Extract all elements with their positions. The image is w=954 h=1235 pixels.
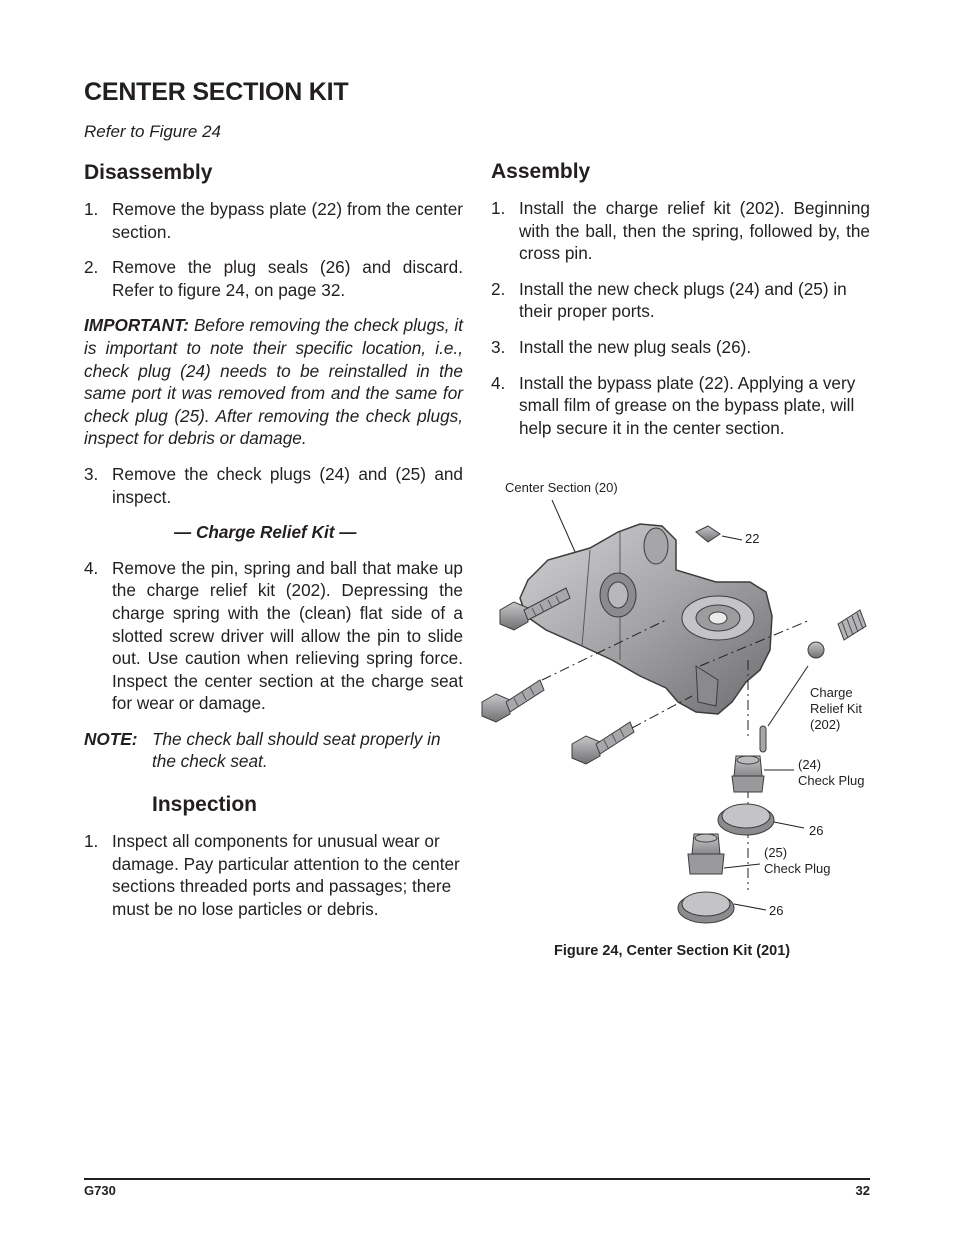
center-section-body xyxy=(520,524,772,714)
charge-relief-ball xyxy=(808,642,824,658)
plug-seal-26-upper xyxy=(718,804,804,835)
step-number: 1. xyxy=(84,199,99,219)
inspection-heading: Inspection xyxy=(152,793,258,816)
footer-divider xyxy=(84,1178,870,1180)
label-check-plug-25 xyxy=(764,845,830,877)
note-text: The check ball should seat properly in the check seat. xyxy=(152,728,441,772)
charge-relief-leader xyxy=(768,666,808,726)
step-number: 4. xyxy=(491,372,506,393)
assembly-heading: Assembly xyxy=(491,160,591,183)
plug-seal-26-lower xyxy=(678,892,766,923)
step-text: Install the charge relief kit (202). Beginning with the ball, then the spring, followed by, the cross pin. xyxy=(519,198,870,264)
bolt-lower xyxy=(572,722,634,764)
important-notice xyxy=(84,314,463,450)
disassembly-step-1 xyxy=(84,198,463,243)
assembly-step-3 xyxy=(491,336,870,359)
step-number: 2. xyxy=(84,257,99,278)
label-seal-26-lower: 26 xyxy=(769,903,784,918)
label-center-section: Center Section (20) xyxy=(505,480,618,495)
step-text: Install the bypass plate (22). Applying a very small film of grease on the bypass plate, will help secure it in the center section. xyxy=(519,372,856,438)
figure-caption: Figure 24, Center Section Kit (201) xyxy=(554,943,791,959)
assembly-step-4 xyxy=(491,372,870,440)
charge-relief-spring xyxy=(838,610,866,640)
disassembly-step-2 xyxy=(84,256,463,301)
step-number: 1. xyxy=(491,198,506,218)
footer-page-number: 32 xyxy=(855,1183,870,1198)
charge-relief-subheading: — Charge Relief Kit — xyxy=(174,522,357,543)
disassembly-heading: Disassembly xyxy=(84,161,213,184)
step-text: Remove the plug seals (26) and discard. Refer to figure 24, on page 32. xyxy=(112,257,463,300)
step-text: Install the new plug seals (26). xyxy=(519,336,752,357)
step-number: 3. xyxy=(84,463,99,484)
label-charge-relief xyxy=(810,685,862,733)
check-plug-24 xyxy=(732,756,794,792)
label-seal-26-upper: 26 xyxy=(809,823,824,838)
assembly-step-2 xyxy=(491,278,870,323)
disassembly-step-4 xyxy=(84,557,463,715)
step-text: Remove the pin, spring and ball that make up the charge relief kit (202). Depressing the charge spring with the (clean) flat side of a slotted screw driver will allow the pin to slide out. Use caution when relieving spring force. Inspect the center section at the charge seat for wear or damage. xyxy=(112,557,463,714)
label-bypass-plate: 22 xyxy=(745,531,760,546)
step-text: Remove the check plugs (24) and (25) and inspect. xyxy=(112,463,463,507)
important-label: IMPORTANT: xyxy=(84,315,190,336)
step-number: 4. xyxy=(84,557,99,578)
check-plug-25 xyxy=(688,834,760,874)
figure-reference: Refer to Figure 24 xyxy=(84,122,222,141)
bolt-middle xyxy=(482,680,544,722)
label-line: Relief Kit xyxy=(810,701,863,716)
step-text: Remove the bypass plate (22) from the center section. xyxy=(112,199,463,242)
label-line: Charge xyxy=(810,685,853,700)
inspection-step-1 xyxy=(84,830,463,920)
bypass-plate-22 xyxy=(696,526,742,542)
important-text: Before removing the check plugs, it is important to note their specific location, i.e., check plug (24) needs to be reinstalled in the same port it was removed from and the same for check plug (25). After removing the check plugs, inspect for debris or damage. xyxy=(84,315,463,449)
page-title: CENTER SECTION KIT xyxy=(84,78,349,106)
disassembly-step-3 xyxy=(84,463,463,508)
footer-document-code: G730 xyxy=(84,1183,116,1198)
label-line: (24) xyxy=(798,757,822,772)
label-line: Check Plug xyxy=(764,861,831,876)
label-check-plug-24 xyxy=(798,757,864,789)
assembly-step-1 xyxy=(491,197,870,265)
step-number: 1. xyxy=(84,831,99,851)
step-number: 3. xyxy=(491,336,506,357)
label-line: (202) xyxy=(810,717,841,732)
label-line: (25) xyxy=(764,845,788,860)
note-label: NOTE: xyxy=(84,728,138,749)
step-number: 2. xyxy=(491,278,506,299)
step-text: Inspect all components for unusual wear or damage. Pay particular attention to the center sections threaded ports and passages; there must be no lose particles or debris. xyxy=(112,831,460,919)
label-line: Check Plug xyxy=(798,773,865,788)
charge-relief-pin xyxy=(760,726,766,752)
step-text: Install the new check plugs (24) and (25) in their proper ports. xyxy=(519,278,847,322)
note xyxy=(84,728,463,773)
